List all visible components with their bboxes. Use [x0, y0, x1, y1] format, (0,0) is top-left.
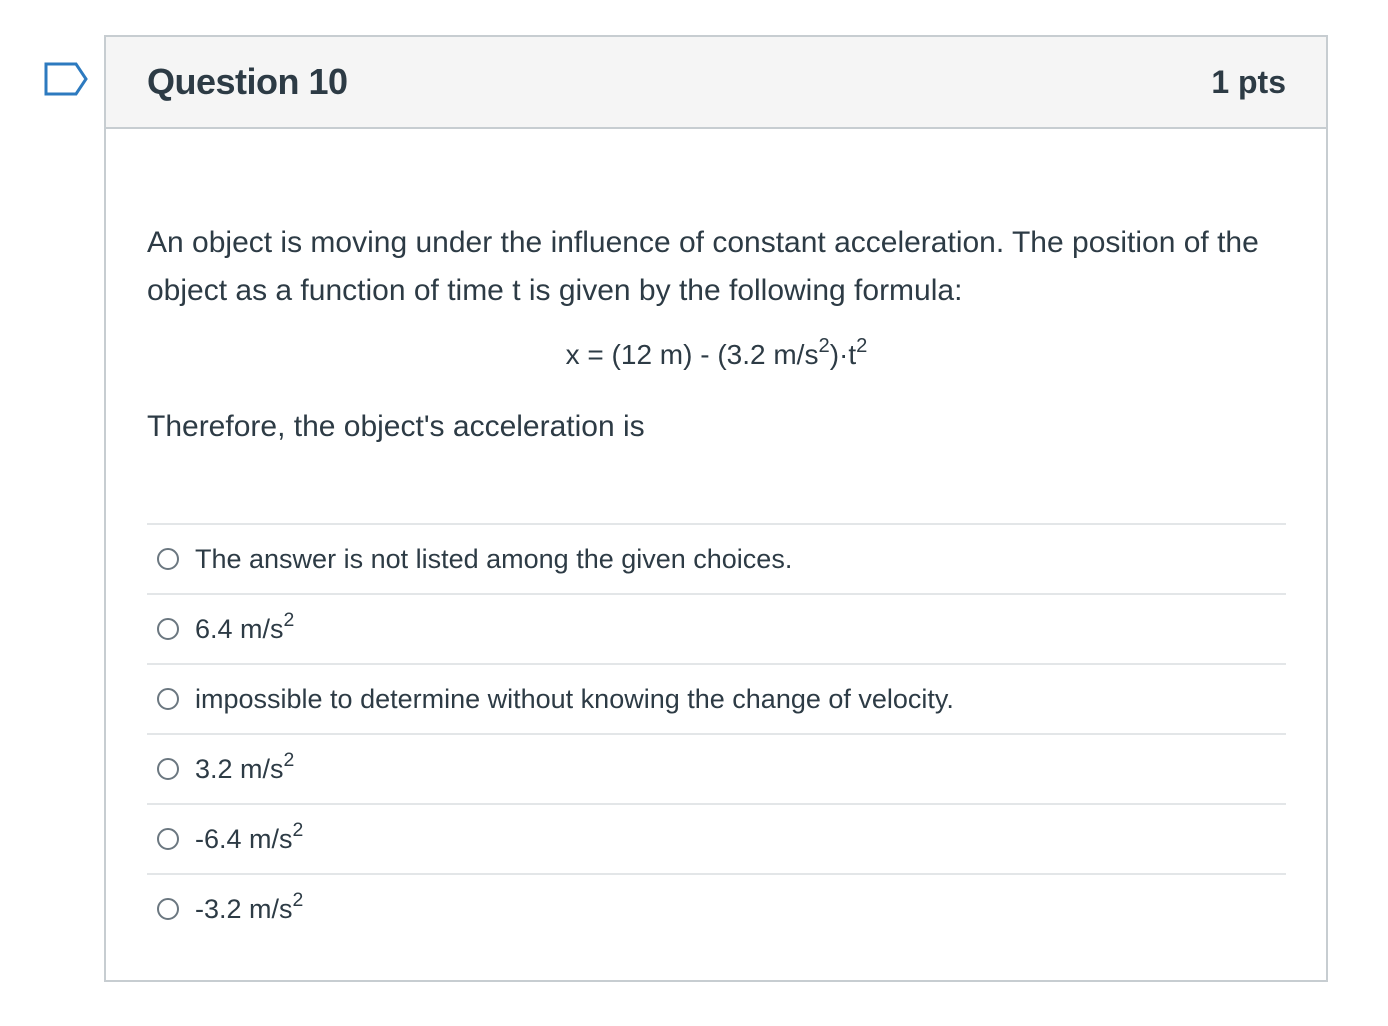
radio-button[interactable]: [157, 828, 179, 850]
answer-list: [147, 523, 1286, 943]
answer-label[interactable]: The answer is not listed among the given choices.: [195, 543, 793, 574]
question-formula: [147, 335, 1286, 375]
formula-exponent-1: 2: [818, 334, 830, 357]
answer-label[interactable]: 6.4 $m/s^2$: [195, 608, 295, 644]
radio-button[interactable]: [157, 618, 179, 640]
flag-question-icon[interactable]: [44, 62, 88, 96]
question-card: [104, 35, 1328, 982]
answer-label[interactable]: -3.2 $m/s^2$: [195, 888, 304, 924]
radio-button[interactable]: [157, 688, 179, 710]
answer-option[interactable]: [147, 665, 1286, 735]
answer-option[interactable]: [147, 875, 1286, 943]
radio-button[interactable]: [157, 898, 179, 920]
answer-option[interactable]: [147, 805, 1286, 875]
radio-button[interactable]: [157, 758, 179, 780]
formula-lhs: x = (12 m) - (3.2 m/s: [565, 339, 819, 370]
formula-exponent-2: 2: [856, 334, 868, 357]
answer-label[interactable]: -6.4 $m/s^2$: [195, 818, 304, 854]
answer-option[interactable]: [147, 735, 1286, 805]
formula-mid: )·t: [829, 339, 857, 370]
question-header: [106, 37, 1326, 129]
question-points: 1 pts: [1211, 63, 1286, 100]
question-prompt: Therefore, the object's acceleration is: [147, 410, 645, 443]
radio-button[interactable]: [157, 548, 179, 570]
question-title: Question 10: [147, 61, 348, 102]
answer-option[interactable]: [147, 595, 1286, 665]
answer-option[interactable]: [147, 525, 1286, 595]
question-body: [106, 219, 1326, 943]
answer-label[interactable]: impossible to determine without knowing the change of velocity.: [195, 683, 954, 714]
question-text: An object is moving under the influence of constant acceleration. The position of the object as a function of time t is given by the following formula:: [147, 226, 1259, 307]
answer-label[interactable]: 3.2 $m/s^2$: [195, 748, 295, 784]
